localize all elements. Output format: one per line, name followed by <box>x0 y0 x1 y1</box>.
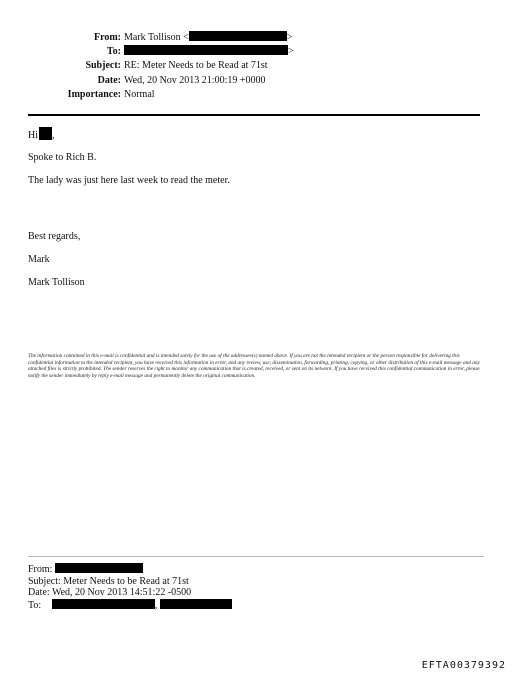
to-label: To: <box>106 46 121 58</box>
redaction-block <box>39 127 52 140</box>
subject-value: RE: Meter Needs to be Read at 71st <box>124 60 268 72</box>
greeting-text: Hi <box>28 130 38 141</box>
fwd-date-row: Date: Wed, 20 Nov 2013 14:51:22 -0500 <box>28 587 192 598</box>
date-label: Date: <box>97 74 121 86</box>
greeting-line <box>28 127 55 141</box>
closing-line: Best regards, <box>28 231 81 242</box>
signature-first-name: Mark <box>28 254 50 265</box>
body-line-2: The lady was just here last week to read the meter. <box>28 175 230 186</box>
redaction-block <box>55 563 143 573</box>
subject-label: Subject: <box>85 60 121 72</box>
header-to-row <box>0 45 512 59</box>
redaction-block <box>52 599 155 609</box>
redaction-block <box>124 45 288 55</box>
confidentiality-disclaimer: The information contained in this e-mail is confidential and is intended solely for the use of the addressee(s) named above. If you are not the intended recipient or the person responsible for delivering this confidential information to the intended recipient, you have received this information in error, and any review, use, dissemination, forwarding, printing, copying, or other distribution of this e-mail message and any attached files is strictly prohibited. The sender reserves the right to monitor any communication that is created, received, or sent on its network. If you have received this confidential communication in error, please notify the sender immediately by reply e-mail message and permanently delete the original communication. <box>28 353 480 379</box>
greeting-punct: , <box>52 130 55 141</box>
fwd-subject-row: Subject: Meter Needs to be Read at 71st <box>28 575 189 587</box>
from-label: From: <box>93 32 121 43</box>
forwarded-header <box>28 563 232 611</box>
header-subject-row <box>0 59 512 73</box>
bates-stamp: EFTA00379392 <box>421 660 506 671</box>
fwd-to-label: To: <box>28 599 42 611</box>
email-header <box>0 31 512 102</box>
redaction-block <box>189 31 287 41</box>
from-value <box>124 31 292 45</box>
body-line-1: Spoke to Rich B. <box>28 152 97 163</box>
importance-label: Importance: <box>67 88 121 100</box>
fwd-from-label: From: <box>28 564 53 575</box>
signature-full-name: Mark Tollison <box>28 277 85 288</box>
fwd-to-row <box>28 599 232 612</box>
header-divider <box>28 114 480 116</box>
from-name: Mark Tollison < <box>124 32 189 43</box>
fwd-from-row <box>28 563 232 576</box>
forward-divider <box>28 556 484 557</box>
redaction-block <box>160 599 232 609</box>
fwd-to-separator: , <box>154 599 158 611</box>
header-from-row <box>0 31 512 45</box>
header-date-row <box>0 74 512 88</box>
date-value: Wed, 20 Nov 2013 21:00:19 +0000 <box>124 74 266 86</box>
from-close: > <box>286 32 293 43</box>
to-value <box>124 45 294 59</box>
to-close: > <box>288 46 294 58</box>
importance-value: Normal <box>124 88 155 100</box>
header-importance-row <box>0 88 512 102</box>
